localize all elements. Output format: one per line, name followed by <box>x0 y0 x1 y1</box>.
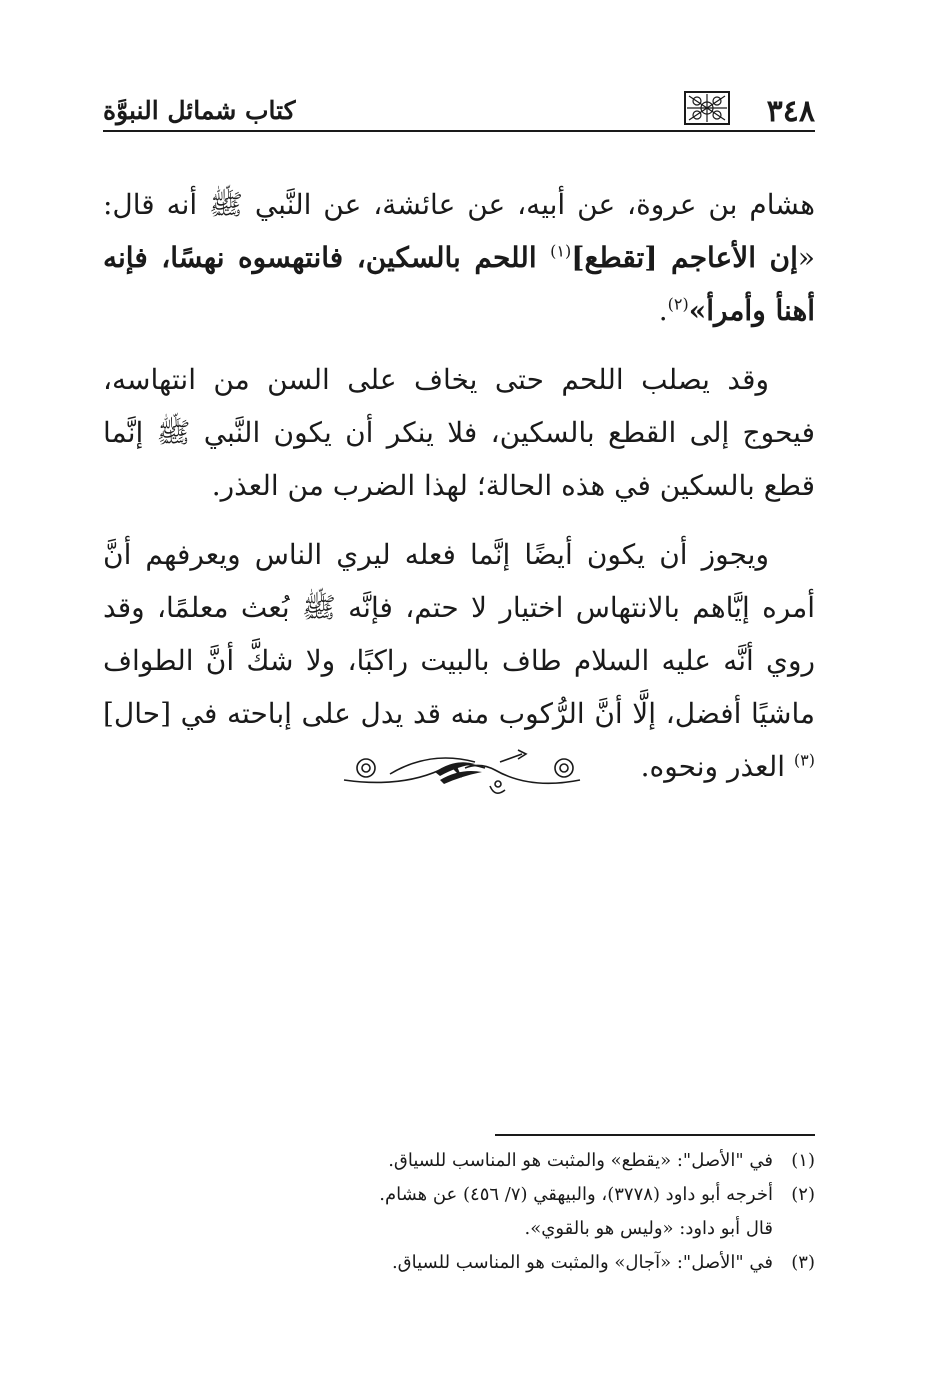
footnote-number: (٣) <box>791 1252 815 1273</box>
footnote-ref-2: (٢) <box>667 294 689 314</box>
hadith-text-c: اللحم بالسكين، فانتهسوه نهسًا، فإنه أهنأ وأمرأ <box>103 241 815 327</box>
hadith-text-b: إن الأعاجم [تقطع] <box>571 241 798 274</box>
footnote-2-continuation: قال أبو داود: «وليس هو بالقوي». <box>524 1218 773 1239</box>
p3-text-a: ويجوز أن يكون أيضًا إنَّما فعله ليري الناس ويعرفهم أنَّ أمره إيَّاهم بالانتهاس اختيار لا حتم، فإنَّه ﷺ بُعث معلمًا، وقد روي أنَّه عليه السلام طاف بالبيت راكبًا، ولا شكَّ أنَّ الطواف ماشيًا أفضل، إلَّا أنَّ الرُّكوب منه قد يدل على إباحته في [حال] <box>103 538 815 730</box>
footnote-ref-3: (٣) <box>793 750 815 770</box>
footnote-3 <box>103 1246 815 1280</box>
footnote-text: أخرجه أبو داود (٣٧٧٨)، والبيهقي (٧/ ٤٥٦) عن هشام. <box>379 1184 773 1205</box>
footnote-rule <box>495 1134 815 1136</box>
paragraph-2: وقد يصلب اللحم حتى يخاف على السن من انتهاسه، فيحوج إلى القطع بالسكين، فلا ينكر أن يكون النَّبي ﷺ إنَّما قطع بالسكين في هذه الحالة؛ لهذا الضرب من العذر. <box>103 363 815 502</box>
footnote-number: (٢) <box>791 1184 815 1205</box>
p1-period: . <box>658 294 668 327</box>
page-number: ٣٤٨ <box>766 94 815 129</box>
p3-text-b: العذر ونحوه. <box>640 750 794 783</box>
p1-text-a: هشام بن عروة، عن أبيه، عن عائشة، عن النَّبي ﷺ أنه قال: « <box>103 188 815 274</box>
main-text <box>103 178 815 809</box>
footnote-1 <box>103 1144 815 1178</box>
footnote-text: في "الأصل": «يقطع» والمثبت هو المناسب للسياق. <box>388 1150 773 1171</box>
p1-quote-close: » <box>688 294 707 327</box>
footnotes <box>103 1144 815 1280</box>
footnote-ref-1: (١) <box>550 241 572 261</box>
footnote-2 <box>103 1178 815 1212</box>
book-title: كتاب شمائل النبوَّة <box>103 96 296 125</box>
page-header <box>103 86 815 132</box>
paragraph-1 <box>103 178 815 337</box>
header-rule <box>103 130 815 132</box>
footnote-text: في "الأصل": «آجال» والمثبت هو المناسب للسياق. <box>391 1252 773 1273</box>
footnote-number: (١) <box>791 1150 815 1171</box>
header-ornament-icon <box>683 90 731 126</box>
section-divider-ornament-icon <box>340 740 585 802</box>
